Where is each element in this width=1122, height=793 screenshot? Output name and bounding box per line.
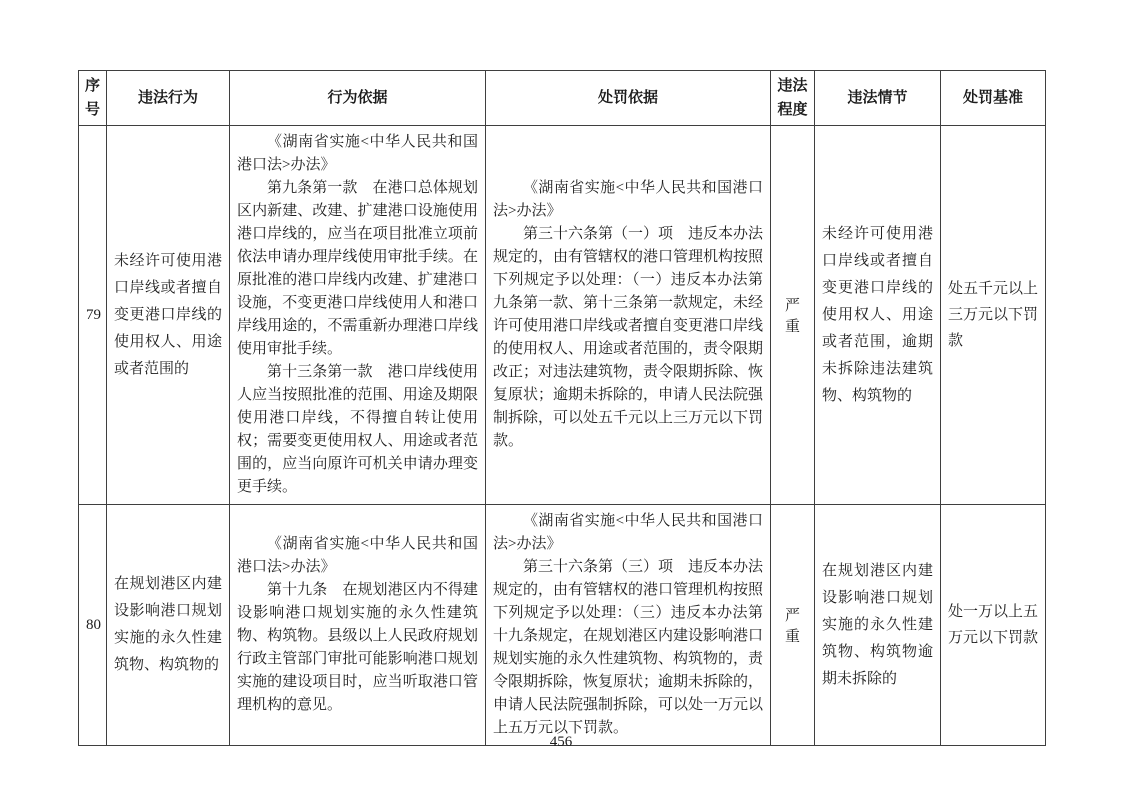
benchmark-cell bbox=[941, 126, 1046, 505]
row-number: 80 bbox=[79, 505, 107, 746]
table-row bbox=[79, 126, 1046, 505]
basis-paragraph: 第十三条第一款 港口岸线使用人应当按照批准的范围、用途及期限使用港口岸线，不得擅自转让使用权；需要变更使用权人、用途或者范围的，应当向原许可机关申请办理变更手续。 bbox=[237, 364, 478, 495]
benchmark-text: 处一万以上五万元以下罚款 bbox=[948, 604, 1039, 646]
benchmark-text: 处五千元以上三万元以下罚款 bbox=[948, 281, 1039, 349]
penalty-cell bbox=[486, 505, 771, 746]
header-circumstance: 违法情节 bbox=[815, 71, 941, 126]
row-number: 79 bbox=[79, 126, 107, 505]
basis-cell bbox=[230, 126, 486, 505]
penalty-cell bbox=[486, 126, 771, 505]
behavior-cell bbox=[107, 505, 230, 746]
penalty-paragraph: 第三十六条第（一）项 违反本办法规定的，由有管辖权的港口管理机构按照下列规定予以处理：（一）违反本办法第九条第一款、第十三条第一款规定，未经许可使用港口岸线或者擅自变更港口岸线的使用权人、用途或者范围的，责令限期改正；对违法建筑物，责令限期拆除、恢复原状；逾期未拆除的，申请人民法院强制拆除，可以处五千元以上三万元以下罚款。 bbox=[493, 226, 764, 449]
behavior-cell bbox=[107, 126, 230, 505]
basis-cell bbox=[230, 505, 486, 746]
benchmark-cell bbox=[941, 505, 1046, 746]
behavior-text: 在规划港区内建设影响港口规划实施的永久性建筑物、构筑物的 bbox=[114, 576, 222, 673]
behavior-text: 未经许可使用港口岸线或者擅自变更港口岸线的使用权人、用途或者范围的 bbox=[114, 252, 222, 377]
penalty-paragraph: 第三十六条第（三）项 违反本办法规定的，由有管辖权的港口管理机构按照下列规定予以处理：（三）违反本办法第十九条规定，在规划港区内建设影响港口规划实施的永久性建筑物、构筑物的，责令限期拆除，恢复原状；逾期未拆除的，申请人民法院强制拆除，可以处一万元以上五万元以下罚款。 bbox=[493, 559, 764, 736]
header-penalty: 处罚依据 bbox=[486, 71, 771, 126]
basis-paragraph: 《湖南省实施<中华人民共和国港口法>办法》 bbox=[237, 536, 478, 575]
circumstance-cell bbox=[815, 505, 941, 746]
header-degree: 违法程度 bbox=[771, 71, 815, 126]
table-row bbox=[79, 505, 1046, 746]
header-benchmark: 处罚基准 bbox=[941, 71, 1046, 126]
circumstance-text: 在规划港区内建设影响港口规划实施的永久性建筑物、构筑物逾期未拆除的 bbox=[822, 562, 933, 687]
penalty-paragraph: 《湖南省实施<中华人民共和国港口法>办法》 bbox=[493, 513, 763, 552]
header-behavior: 违法行为 bbox=[107, 71, 230, 126]
header-basis: 行为依据 bbox=[230, 71, 486, 126]
penalty-standards-table bbox=[78, 70, 1046, 746]
page-number: 456 bbox=[549, 734, 573, 750]
penalty-paragraph: 《湖南省实施<中华人民共和国港口法>办法》 bbox=[493, 180, 763, 219]
header-no: 序号 bbox=[79, 71, 107, 126]
circumstance-text: 未经许可使用港口岸线或者擅自变更港口岸线的使用权人、用途或者范围，逾期未拆除违法建筑物、构筑物的 bbox=[822, 225, 933, 404]
basis-paragraph: 《湖南省实施<中华人民共和国港口法>办法》 bbox=[237, 134, 478, 173]
circumstance-cell bbox=[815, 126, 941, 505]
basis-paragraph: 第十九条 在规划港区内不得建设影响港口规划实施的永久性建筑物、构筑物。县级以上人民政府规划行政主管部门审批可能影响港口规划实施的建设项目时，应当听取港口管理机构的意见。 bbox=[237, 582, 478, 713]
degree-cell: 严重 bbox=[771, 505, 815, 746]
header-row bbox=[79, 71, 1046, 126]
basis-paragraph: 第九条第一款 在港口总体规划区内新建、改建、扩建港口设施使用港口岸线的，应当在项目批准立项前依法申请办理岸线使用审批手续。在原批准的港口岸线内改建、扩建港口设施，不变更港口岸线使用人和港口岸线用途的，不需重新办理港口岸线使用审批手续。 bbox=[237, 180, 478, 357]
degree-cell: 严重 bbox=[771, 126, 815, 505]
